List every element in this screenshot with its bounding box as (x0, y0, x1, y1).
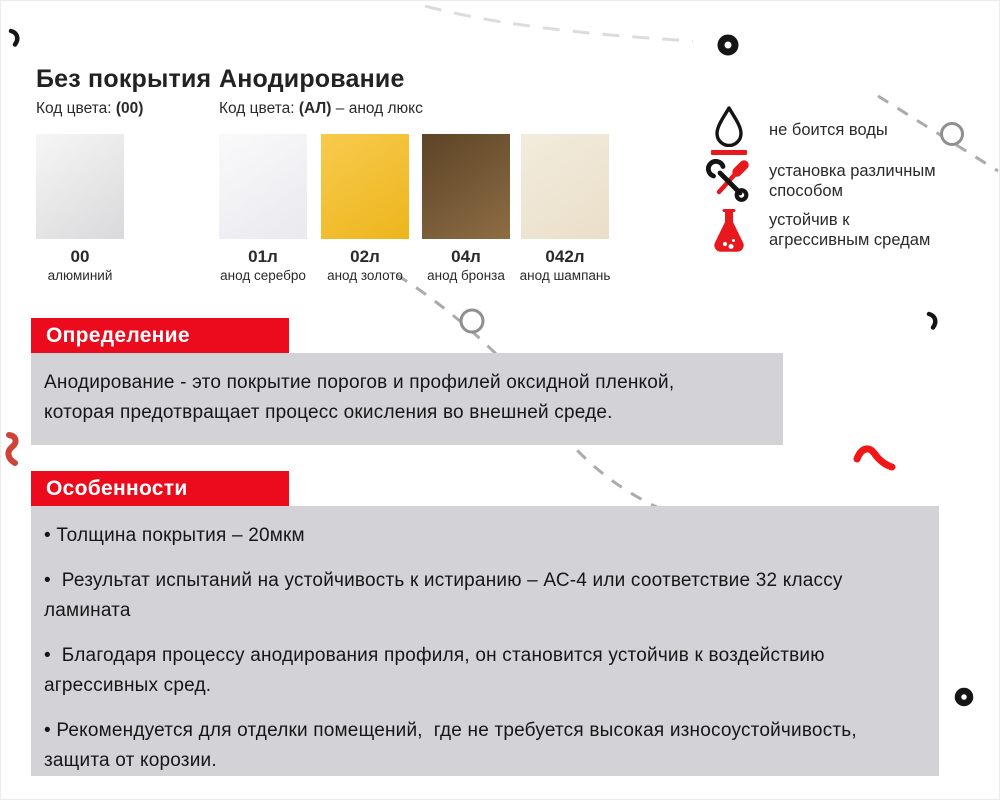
no-coating-title: Без покрытия (36, 65, 212, 93)
ring-circle-middle (461, 310, 483, 332)
code-suffix: – анод люкс (331, 100, 423, 117)
dashed-line-top (425, 6, 693, 41)
benefit-label: установка различным способом (769, 162, 936, 200)
code-value: (00) (115, 100, 144, 117)
definition-heading-banner (31, 318, 289, 353)
swatch-name: анод шампань (519, 268, 611, 283)
features-panel (31, 506, 939, 776)
red-squiggle-right (857, 449, 892, 467)
swatch-aluminium (36, 134, 124, 283)
red-underline (711, 150, 747, 155)
swatch-name: анод серебро (220, 268, 306, 283)
benefit-water-resistant (705, 105, 954, 155)
color-chip (521, 134, 609, 239)
no-coating-color-code (36, 100, 211, 118)
swatch-anod-silver (219, 134, 307, 283)
swatch-code: 042л (545, 247, 585, 266)
swatch-name: алюминий (47, 268, 113, 283)
features-heading-banner (31, 471, 289, 506)
code-value: (АЛ) (298, 100, 332, 117)
swatch-name: анод бронза (427, 268, 505, 283)
swatch-code: 01л (248, 247, 278, 266)
color-chip (219, 134, 307, 239)
anodizing-title: Анодирование (219, 65, 405, 93)
definition-heading: Определение (46, 323, 190, 347)
benefit-aggressive-media (705, 207, 954, 253)
benefit-label: не боится воды (769, 121, 888, 139)
benefit-label: устойчив к агрессивным средам (769, 211, 931, 249)
color-chip (36, 134, 124, 239)
code-prefix: Код цвета: (219, 100, 299, 117)
swatch-anod-gold (321, 134, 409, 283)
anodizing-color-code (219, 100, 423, 118)
swatch-code: 04л (451, 247, 481, 266)
feature-bullet: • Рекомендуется для отделки помещений, где не требуется высокая износоустойчивость, защита от корозии. (44, 720, 863, 771)
definition-panel (31, 353, 783, 445)
color-chip (422, 134, 510, 239)
swatch-code: 02л (350, 247, 380, 266)
donut-dot-top (721, 38, 735, 52)
feature-bullet: • Благодаря процессу анодирования профиля, он становится устойчив к воздействию агрессивных сред. (44, 645, 831, 696)
swatch-code: 00 (70, 247, 90, 266)
crescent-mark-right (929, 314, 935, 328)
feature-bullet: • Результат испытаний на устойчивость к истиранию – АС-4 или соответствие 32 классу ламината (44, 570, 849, 621)
feature-bullet: • Толщина покрытия – 20мкм (44, 525, 305, 546)
swatch-name: анод золото (327, 268, 403, 283)
donut-dot-bottom-right (958, 691, 970, 703)
features-heading: Особенности (46, 476, 188, 500)
anodizing-section (219, 65, 423, 118)
swatch-anod-bronze (422, 134, 510, 283)
crescent-mark-top-left (11, 31, 17, 45)
swatch-anod-champagne (521, 134, 609, 283)
tools-icon (705, 159, 753, 203)
color-chip (321, 134, 409, 239)
definition-text: Анодирование - это покрытие порогов и профилей оксидной пленкой, которая предотвращает процесс окисления во внешней среде. (44, 372, 675, 423)
red-squiggle-left (8, 435, 15, 463)
code-prefix: Код цвета: (36, 100, 116, 117)
water-drop-icon (705, 105, 753, 155)
flask-icon (705, 207, 753, 253)
no-coating-section (36, 65, 211, 118)
benefit-installation-methods (705, 159, 954, 203)
